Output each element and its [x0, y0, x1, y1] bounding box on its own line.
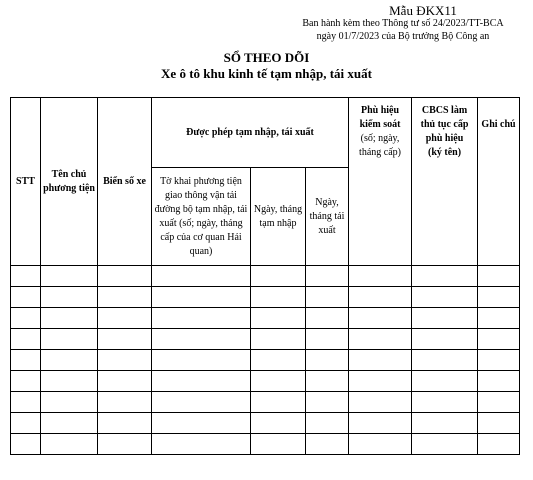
table-cell[interactable] — [306, 434, 349, 455]
table-cell[interactable] — [478, 287, 520, 308]
table-cell[interactable] — [412, 266, 478, 287]
table-cell[interactable] — [41, 434, 98, 455]
table-cell[interactable] — [306, 308, 349, 329]
table-cell[interactable] — [41, 329, 98, 350]
table-cell[interactable] — [152, 308, 251, 329]
table-cell[interactable] — [412, 329, 478, 350]
issued-line-2: ngày 01/7/2023 của Bộ trưởng Bộ Công an — [316, 31, 490, 42]
table-row — [11, 413, 520, 434]
page-title: SỔ THEO DÕI — [223, 50, 310, 65]
table-cell[interactable] — [349, 350, 412, 371]
table-row — [11, 392, 520, 413]
table-cell[interactable] — [41, 392, 98, 413]
table-cell[interactable] — [11, 266, 41, 287]
header-officer — [412, 98, 478, 266]
table-cell[interactable] — [41, 350, 98, 371]
header-row-1 — [11, 98, 520, 168]
table-cell[interactable] — [41, 266, 98, 287]
table-cell[interactable] — [11, 329, 41, 350]
table-cell[interactable] — [306, 371, 349, 392]
ledger-table — [10, 97, 520, 455]
table-cell[interactable] — [349, 329, 412, 350]
table-cell[interactable] — [41, 308, 98, 329]
table-cell[interactable] — [11, 392, 41, 413]
table-cell[interactable] — [412, 287, 478, 308]
table-cell[interactable] — [478, 350, 520, 371]
table-cell[interactable] — [306, 266, 349, 287]
header-permit-group: Được phép tạm nhập, tái xuất — [152, 98, 349, 168]
table-cell[interactable] — [251, 266, 306, 287]
header-badge-detail: (số; ngày, tháng cấp) — [359, 133, 401, 158]
table-cell[interactable] — [251, 350, 306, 371]
header-stt: STT — [11, 98, 41, 266]
table-cell[interactable] — [41, 371, 98, 392]
table-cell[interactable] — [251, 329, 306, 350]
header-declaration: Tờ khai phương tiện giao thông vận tải đường bộ tạm nhập, tái xuất (số; ngày, tháng cấp của cơ quan Hải quan) — [152, 168, 251, 266]
table-cell[interactable] — [412, 392, 478, 413]
header-badge — [349, 98, 412, 266]
table-cell[interactable] — [152, 434, 251, 455]
table-cell[interactable] — [349, 413, 412, 434]
table-row — [11, 329, 520, 350]
table-cell[interactable] — [478, 308, 520, 329]
table-cell[interactable] — [349, 308, 412, 329]
table-cell[interactable] — [478, 434, 520, 455]
table-cell[interactable] — [152, 350, 251, 371]
title-block — [0, 50, 533, 82]
table-cell[interactable] — [98, 350, 152, 371]
table-cell[interactable] — [98, 287, 152, 308]
table-cell[interactable] — [251, 434, 306, 455]
table-cell[interactable] — [306, 350, 349, 371]
table-cell[interactable] — [11, 434, 41, 455]
form-code: Mẫu ĐKX11 — [389, 3, 457, 18]
table-cell[interactable] — [152, 371, 251, 392]
table-row — [11, 308, 520, 329]
table-cell[interactable] — [41, 287, 98, 308]
table-cell[interactable] — [98, 308, 152, 329]
table-cell[interactable] — [11, 287, 41, 308]
table-cell[interactable] — [11, 413, 41, 434]
table-cell[interactable] — [478, 266, 520, 287]
table-cell[interactable] — [306, 413, 349, 434]
table-cell[interactable] — [306, 392, 349, 413]
table-cell[interactable] — [152, 287, 251, 308]
table-cell[interactable] — [478, 392, 520, 413]
table-row — [11, 287, 520, 308]
table-cell[interactable] — [349, 371, 412, 392]
table-cell[interactable] — [412, 308, 478, 329]
table-cell[interactable] — [306, 329, 349, 350]
table-cell[interactable] — [98, 434, 152, 455]
header-owner: Tên chủ phương tiện — [41, 98, 98, 266]
header-officer-detail: (ký tên) — [427, 147, 462, 158]
table-cell[interactable] — [251, 371, 306, 392]
table-cell[interactable] — [478, 329, 520, 350]
table-cell[interactable] — [152, 413, 251, 434]
table-cell[interactable] — [152, 266, 251, 287]
table-cell[interactable] — [412, 434, 478, 455]
table-cell[interactable] — [306, 287, 349, 308]
table-row — [11, 350, 520, 371]
table-cell[interactable] — [98, 371, 152, 392]
table-cell[interactable] — [251, 287, 306, 308]
table-row — [11, 371, 520, 392]
table-cell[interactable] — [98, 329, 152, 350]
header-import-date: Ngày, tháng tạm nhập — [251, 168, 306, 266]
table-cell[interactable] — [152, 329, 251, 350]
table-cell[interactable] — [478, 371, 520, 392]
table-cell[interactable] — [349, 392, 412, 413]
table-cell[interactable] — [98, 266, 152, 287]
table-cell[interactable] — [152, 392, 251, 413]
table-cell[interactable] — [98, 413, 152, 434]
table-row — [11, 434, 520, 455]
issued-line-1: Ban hành kèm theo Thông tư số 24/2023/TT-BCA — [302, 18, 504, 29]
table-cell[interactable] — [349, 266, 412, 287]
table-cell[interactable] — [349, 287, 412, 308]
header-badge-title: Phù hiệu kiểm soát — [359, 105, 401, 130]
header-export-date: Ngày, tháng tái xuất — [306, 168, 349, 266]
table-cell[interactable] — [41, 413, 98, 434]
table-cell[interactable] — [349, 434, 412, 455]
table-cell[interactable] — [478, 413, 520, 434]
table-cell[interactable] — [251, 308, 306, 329]
table-cell[interactable] — [412, 371, 478, 392]
table-row — [11, 266, 520, 287]
header-plate: Biển số xe — [98, 98, 152, 266]
table-cell[interactable] — [412, 413, 478, 434]
table-cell[interactable] — [412, 350, 478, 371]
form-header — [278, 4, 528, 43]
table-cell[interactable] — [11, 350, 41, 371]
header-officer-title: CBCS làm thủ tục cấp phù hiệu — [420, 105, 469, 144]
table-cell[interactable] — [98, 392, 152, 413]
table-cell[interactable] — [11, 308, 41, 329]
table-cell[interactable] — [251, 413, 306, 434]
table-cell[interactable] — [251, 392, 306, 413]
table-cell[interactable] — [11, 371, 41, 392]
header-notes: Ghi chú — [478, 98, 520, 266]
page-subtitle: Xe ô tô khu kinh tế tạm nhập, tái xuất — [161, 66, 372, 81]
